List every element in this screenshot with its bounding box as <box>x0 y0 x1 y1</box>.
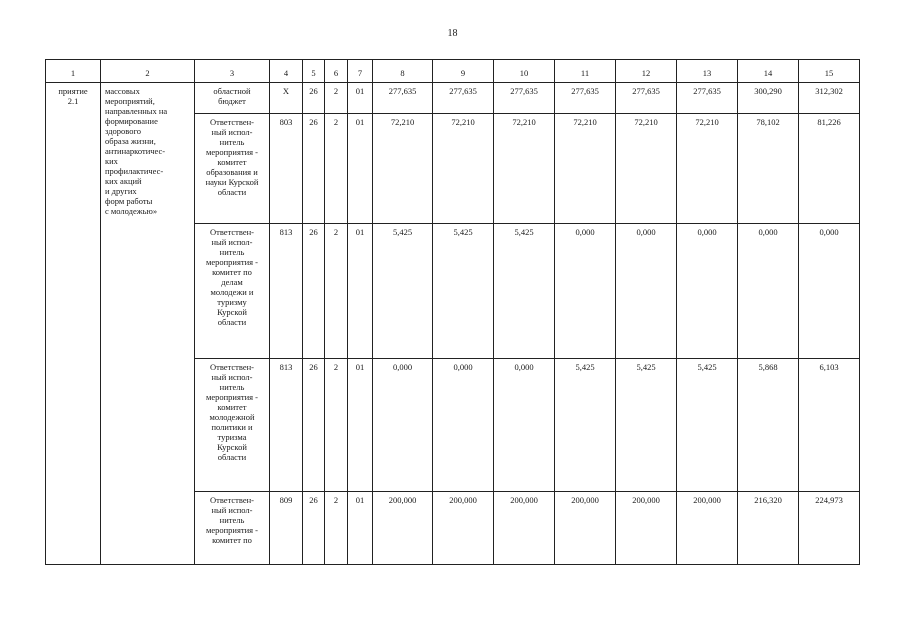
code-cell: X <box>270 83 303 114</box>
column-header: 15 <box>799 60 860 83</box>
value-cell: 5,425 <box>555 359 616 492</box>
value-cell: 277,635 <box>616 83 677 114</box>
value-cell: 6,103 <box>799 359 860 492</box>
executor-cell <box>195 359 270 492</box>
code-cell: 2 <box>325 224 348 359</box>
value-cell: 200,000 <box>677 492 738 565</box>
code-cell: 809 <box>270 492 303 565</box>
column-header: 13 <box>677 60 738 83</box>
executor-name: Ответствен- ный испол- нитель мероприятия - комитет образования и науки Курской области <box>205 117 259 197</box>
code-cell: 26 <box>303 114 325 224</box>
column-number-row <box>46 60 860 83</box>
value-cell: 200,000 <box>433 492 494 565</box>
value-cell: 277,635 <box>555 83 616 114</box>
column-header: 14 <box>738 60 799 83</box>
value-cell: 0,000 <box>738 224 799 359</box>
code-cell: 2 <box>325 114 348 224</box>
measure-name: массовых мероприятий, направленных на формирование здорового образа жизни, антинаркотичес- ких профилактичес- ких акций и других форм работы с молодежью» <box>105 86 168 216</box>
code-cell: 803 <box>270 114 303 224</box>
page-number: 18 <box>447 28 458 39</box>
column-header: 7 <box>348 60 373 83</box>
budget-table <box>45 59 860 565</box>
executor-cell <box>195 492 270 565</box>
value-cell: 0,000 <box>433 359 494 492</box>
code-cell: 2 <box>325 492 348 565</box>
column-header: 1 <box>46 60 101 83</box>
value-cell: 0,000 <box>555 224 616 359</box>
value-cell: 200,000 <box>616 492 677 565</box>
value-cell: 72,210 <box>677 114 738 224</box>
value-cell: 216,320 <box>738 492 799 565</box>
value-cell: 0,000 <box>494 359 555 492</box>
executor-name: Ответствен- ный испол- нитель мероприятия - комитет по <box>205 495 259 545</box>
value-cell: 277,635 <box>677 83 738 114</box>
value-cell: 5,868 <box>738 359 799 492</box>
executor-cell <box>195 224 270 359</box>
value-cell: 72,210 <box>373 114 433 224</box>
value-cell: 5,425 <box>616 359 677 492</box>
funding-source: областной бюджет <box>213 86 251 106</box>
value-cell: 224,973 <box>799 492 860 565</box>
value-cell: 5,425 <box>494 224 555 359</box>
executor-name: Ответствен- ный испол- нитель мероприятия - комитет по делам молодежи и туризму Курской области <box>205 227 259 327</box>
code-cell: 01 <box>348 492 373 565</box>
column-header: 4 <box>270 60 303 83</box>
column-header: 11 <box>555 60 616 83</box>
column-header: 8 <box>373 60 433 83</box>
measure-id-cell <box>46 83 101 565</box>
executor-cell <box>195 114 270 224</box>
value-cell: 312,302 <box>799 83 860 114</box>
value-cell: 277,635 <box>494 83 555 114</box>
value-cell: 277,635 <box>373 83 433 114</box>
code-cell: 01 <box>348 224 373 359</box>
value-cell: 72,210 <box>616 114 677 224</box>
executor-name: Ответствен- ный испол- нитель мероприятия - комитет молодежной политики и туризма Курской области <box>205 362 259 462</box>
value-cell: 0,000 <box>373 359 433 492</box>
code-cell: 26 <box>303 359 325 492</box>
code-cell: 26 <box>303 83 325 114</box>
column-header: 9 <box>433 60 494 83</box>
code-cell: 01 <box>348 114 373 224</box>
value-cell: 72,210 <box>433 114 494 224</box>
code-cell: 813 <box>270 359 303 492</box>
column-header: 12 <box>616 60 677 83</box>
value-cell: 81,226 <box>799 114 860 224</box>
code-cell: 01 <box>348 83 373 114</box>
code-cell: 26 <box>303 492 325 565</box>
value-cell: 200,000 <box>494 492 555 565</box>
value-cell: 0,000 <box>799 224 860 359</box>
measure-id: приятие 2.1 <box>58 86 88 106</box>
value-cell: 5,425 <box>433 224 494 359</box>
column-header: 10 <box>494 60 555 83</box>
code-cell: 01 <box>348 359 373 492</box>
value-cell: 200,000 <box>373 492 433 565</box>
column-header: 6 <box>325 60 348 83</box>
code-cell: 26 <box>303 224 325 359</box>
funding-source-cell <box>195 83 270 114</box>
value-cell: 5,425 <box>677 359 738 492</box>
column-header: 3 <box>195 60 270 83</box>
value-cell: 72,210 <box>555 114 616 224</box>
value-cell: 78,102 <box>738 114 799 224</box>
column-header: 5 <box>303 60 325 83</box>
code-cell: 2 <box>325 83 348 114</box>
table-row <box>46 83 860 114</box>
value-cell: 5,425 <box>373 224 433 359</box>
measure-name-cell <box>101 83 195 565</box>
value-cell: 300,290 <box>738 83 799 114</box>
column-header: 2 <box>101 60 195 83</box>
value-cell: 277,635 <box>433 83 494 114</box>
value-cell: 200,000 <box>555 492 616 565</box>
value-cell: 0,000 <box>616 224 677 359</box>
code-cell: 2 <box>325 359 348 492</box>
value-cell: 0,000 <box>677 224 738 359</box>
value-cell: 72,210 <box>494 114 555 224</box>
code-cell: 813 <box>270 224 303 359</box>
